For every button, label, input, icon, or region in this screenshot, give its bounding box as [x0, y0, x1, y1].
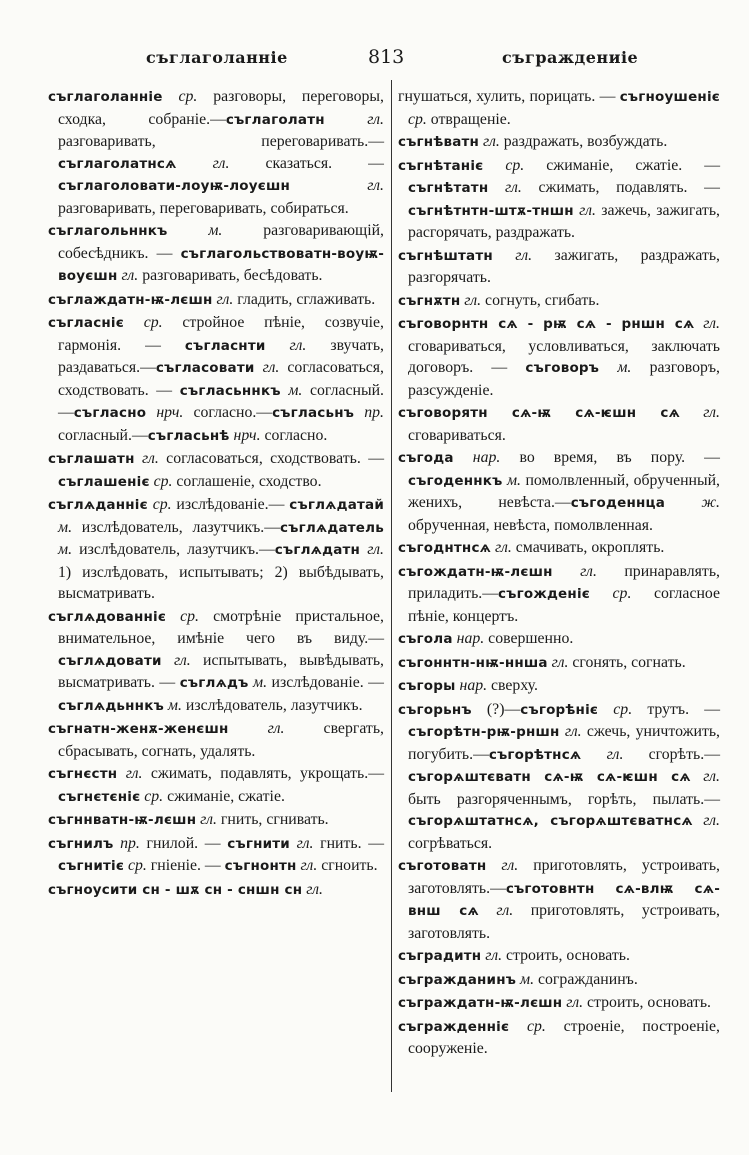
- grammar-label: ср.: [509, 1017, 546, 1035]
- grammar-label: нрч.: [229, 426, 261, 444]
- dictionary-entry: [48, 312, 384, 447]
- grammar-label: гл.: [134, 450, 159, 467]
- dictionary-entry: [398, 537, 720, 560]
- definition-text: сгноить.: [317, 857, 378, 874]
- definition-text: гнить. —: [313, 834, 385, 852]
- headword: съглѧдатн: [274, 542, 361, 558]
- grammar-label: гл.: [559, 723, 582, 740]
- dictionary-entry: [398, 131, 720, 154]
- definition-text: изслѣдованіе. —: [267, 674, 384, 691]
- definition-text: разговаривающій, собесѣдникъ. —: [58, 222, 384, 262]
- definition-text: свергать, сбрасывать, согнать, удалять.: [58, 720, 384, 760]
- headword: съглагольннкъ: [48, 223, 168, 239]
- definition-text: разговаривать, переговаривать.—: [58, 133, 384, 150]
- headword: съгоры: [398, 678, 456, 694]
- dictionary-entry: [48, 606, 384, 718]
- dictionary-entry: [398, 402, 720, 446]
- grammar-label: гл.: [690, 768, 720, 785]
- dictionary-entry: [398, 628, 720, 651]
- headword: съглѧданніє: [48, 497, 148, 513]
- dictionary-entry: [398, 313, 720, 401]
- grammar-label: гл.: [324, 110, 384, 128]
- definition-text: сгонять, согнать.: [568, 653, 686, 671]
- definition-text: сжечь, уничтожить, погубить.—: [408, 723, 720, 763]
- headword: съгражденніє: [398, 1018, 510, 1035]
- dictionary-entry: [398, 447, 720, 536]
- grammar-label: гл.: [302, 880, 323, 898]
- definition-text: приготовлять, устроивать, заготовлять.—: [408, 857, 720, 897]
- headword: съглаголатн: [225, 111, 325, 128]
- definition-text: согласный.—: [58, 426, 148, 444]
- grammar-label: гл.: [289, 834, 314, 852]
- grammar-label: гл.: [562, 994, 584, 1011]
- grammar-label: м.: [58, 541, 73, 558]
- headword: съгорѣтн-рѭ-рншн: [408, 724, 560, 740]
- grammar-label: ср.: [162, 88, 198, 105]
- headword: съгорѧштєватн сѧ-ѭ сѧ-ѥшн сѧ: [408, 769, 691, 785]
- definition-text: совершенно.: [484, 630, 574, 647]
- definition-text: согласный.—: [58, 381, 384, 421]
- headword: съгнатн-женѫ-женєшн: [48, 721, 229, 737]
- headword: съготоватн: [398, 858, 487, 874]
- grammar-label: нрч.: [146, 404, 184, 421]
- headword: съгноушеніє: [619, 89, 720, 105]
- definition-text: (?)—: [471, 700, 521, 718]
- dictionary-entry: [48, 718, 384, 762]
- definition-text: во время, въ пору. —: [500, 449, 720, 466]
- dictionary-entry: [398, 86, 720, 130]
- headword: съгнєтєніє: [58, 788, 141, 805]
- dictionary-entry: [48, 448, 384, 493]
- grammar-label: м.: [248, 674, 268, 691]
- grammar-label: гл.: [481, 947, 503, 964]
- dictionary-entry: [398, 290, 720, 313]
- headword: съгласовати: [155, 360, 255, 376]
- grammar-label: гл.: [296, 857, 318, 874]
- definition-text: сгорѣть.—: [623, 745, 720, 763]
- headword: съгнонтн: [224, 858, 297, 874]
- running-head-left: съглаголанніе: [146, 48, 288, 67]
- definition-text: строить, основать.: [502, 947, 630, 964]
- grammar-label: гл.: [492, 246, 533, 264]
- dictionary-entry: [398, 992, 720, 1015]
- definition-text: разговаривать, переговаривать, собираться.: [58, 199, 349, 217]
- definition-text: 1) изслѣдовать, испытывать; 2) выбѣдывать, высматривать.: [58, 563, 384, 602]
- dictionary-entry: [48, 833, 384, 878]
- definition-text: согласно.—: [183, 404, 273, 421]
- headword: съгражданинъ: [398, 971, 517, 988]
- definition-text: строеніе, построеніе, сооруженіе.: [408, 1017, 721, 1057]
- definition-text: отвращеніе.: [426, 110, 511, 128]
- column-divider: [391, 80, 392, 1092]
- dictionary-entry: [398, 945, 720, 968]
- headword: съгоднтнсѧ: [398, 540, 492, 556]
- headword: съграждатн-ѭ-лєшн: [398, 995, 563, 1011]
- grammar-label: гл.: [692, 812, 720, 829]
- headword: съгннватн-ѭ-лєшн: [48, 812, 197, 828]
- headword: съговорнтн сѧ - рѭ сѧ - рншн сѧ: [398, 316, 695, 332]
- grammar-label: нар.: [452, 630, 485, 647]
- grammar-label: гл.: [360, 541, 384, 558]
- definition-text: зажигать, раздражать, разгорячать.: [408, 246, 720, 286]
- definition-text: сказаться. —: [229, 154, 384, 172]
- grammar-label: гл.: [486, 857, 519, 874]
- headword: съгожденіє: [498, 586, 590, 602]
- definition-text: обрученная, невѣста, помолвленная.: [408, 516, 653, 534]
- headword: съглаждатн-ѭ-лєшн: [48, 291, 213, 308]
- grammar-label: ср.: [140, 787, 164, 805]
- grammar-label: нар.: [455, 677, 488, 694]
- definition-text: смачивать, окроплять.: [511, 539, 665, 556]
- definition-text: разговоръ, разсужденіе.: [408, 359, 720, 399]
- definition-text: звучать, раздаваться.—: [58, 336, 384, 376]
- definition-text: стройное пѣніе, созвучіе, гармонія. —: [58, 314, 385, 354]
- grammar-label: гл.: [488, 179, 522, 196]
- definition-text: сжиманіе, сжатіе. —: [524, 156, 720, 174]
- dictionary-entry: [398, 969, 720, 992]
- grammar-label: гл.: [265, 336, 307, 354]
- headword: съгнѣватн: [398, 134, 480, 150]
- headword: съгласьнѣ: [147, 427, 230, 444]
- headword: съглѧдъ: [179, 675, 249, 691]
- headword: съгнѣтатн: [408, 180, 489, 196]
- definition-text: изслѣдователь, лазутчикъ.: [181, 696, 363, 714]
- definition-text: согласно.: [260, 426, 328, 444]
- definition-text: зажечь, зажигать, расгорячать, раздражать.: [408, 201, 720, 241]
- dictionary-entry: [48, 86, 384, 219]
- dictionary-entry: [48, 809, 384, 832]
- headword: съгласнти: [184, 337, 266, 354]
- grammar-label: гл.: [117, 267, 139, 284]
- headword: съглаголатнсѧ: [58, 155, 177, 172]
- grammar-label: пр.: [113, 834, 140, 852]
- headword: съгода: [398, 450, 454, 466]
- headword: съглѧдатай: [289, 497, 384, 513]
- grammar-label: гл.: [228, 720, 285, 737]
- grammar-label: ср.: [124, 857, 147, 874]
- headword: съгождатн-ѭ-лєшн: [398, 563, 553, 580]
- grammar-label: пр.: [354, 404, 384, 421]
- headword: съглѧдованніє: [48, 608, 167, 625]
- headword: съгласьннкъ: [179, 382, 281, 399]
- definition-text: быть разгоряченнымъ, горѣть, пылать.—: [408, 790, 720, 808]
- headword: съговоръ: [525, 360, 600, 376]
- headword: съглашатн: [48, 451, 135, 467]
- definition-text: сверху.: [487, 677, 538, 694]
- headword: съгнѣштатн: [398, 247, 493, 264]
- definition-text: трутъ. —: [632, 700, 721, 718]
- headword: съгорьнъ: [398, 701, 472, 718]
- definition-text: согрѣваться.: [408, 834, 493, 852]
- definition-text: согласоваться, сходствовать. —: [158, 450, 384, 467]
- grammar-label: ср.: [166, 607, 200, 625]
- headword: съгнилъ: [48, 835, 114, 852]
- definition-text: сжиманіе, сжатіе.: [163, 787, 285, 805]
- grammar-label: гл.: [573, 201, 596, 219]
- definition-text: помолвленный, обрученный, женихъ, невѣста.—: [408, 471, 721, 511]
- grammar-label: гл.: [478, 902, 514, 919]
- headword: съгнѫтн: [398, 292, 461, 309]
- definition-text: изслѣдователь, лазутчикъ.—: [72, 541, 275, 558]
- grammar-label: ср.: [598, 700, 633, 718]
- headword: съгнѣтнтн-штѫ-тншн: [408, 202, 574, 219]
- definition-text: приготовлять, устроивать, заготовлять.: [408, 902, 721, 942]
- definition-text: смотрѣніе пристальное, внимательное, имѣніе чего въ виду.—: [58, 607, 384, 647]
- headword: съгнѣтаніє: [398, 157, 484, 174]
- grammar-label: м.: [280, 381, 303, 399]
- definition-text: раздражать, возбуждать.: [499, 133, 668, 150]
- headword: съгоденнкъ: [408, 472, 503, 489]
- dictionary-entry: [398, 1016, 720, 1060]
- dictionary-entry: [48, 879, 384, 902]
- headword: съглѧдовати: [58, 652, 162, 669]
- grammar-label: гл.: [290, 177, 384, 194]
- dictionary-entry: [398, 155, 720, 244]
- headword: съгласьнъ: [272, 405, 355, 421]
- grammar-label: м.: [58, 518, 73, 536]
- definition-text: сжимать, подавлять. —: [521, 179, 720, 196]
- definition-text: разговаривать, бесѣдовать.: [138, 267, 323, 284]
- page-header: [50, 46, 715, 74]
- headword: съгнитіє: [58, 858, 125, 874]
- headword: съгорѧштатнсѧ, съгорѧштєватнсѧ: [408, 813, 693, 829]
- grammar-label: гл.: [254, 359, 280, 376]
- definition-text: изслѣдователь, лазутчикъ.—: [72, 518, 281, 536]
- definition-text: изслѣдованіе.—: [171, 496, 290, 513]
- definition-text: гладить, сглаживать.: [233, 290, 376, 308]
- headword: съгласно: [73, 405, 147, 421]
- dictionary-entry: [48, 289, 384, 312]
- dictionary-entry: [398, 245, 720, 289]
- grammar-label: гл.: [460, 291, 482, 309]
- grammar-label: ср.: [147, 496, 172, 513]
- grammar-label: ср.: [149, 472, 173, 490]
- definition-text: гнить, сгнивать.: [216, 811, 329, 828]
- page-number: 813: [368, 46, 405, 68]
- dictionary-entry: [398, 855, 720, 944]
- grammar-label: м.: [599, 359, 632, 376]
- grammar-label: м.: [516, 970, 535, 988]
- headword: съглашеніє: [58, 473, 150, 490]
- headword: съглаголанніе: [48, 89, 163, 105]
- definition-text: согласоваться, сходствовать. —: [58, 359, 384, 399]
- headword: съглаголовати-лоуѭ-лоуєшн: [58, 178, 291, 194]
- definition-text: строить, основать.: [583, 994, 711, 1011]
- grammar-label: ср.: [483, 156, 525, 174]
- right-column: [398, 86, 720, 1061]
- headword: съговорятн сѧ-ѭ сѧ-ѥшн сѧ: [398, 405, 681, 421]
- definition-text: согражданинъ.: [534, 970, 638, 988]
- grammar-label: ср.: [408, 110, 427, 128]
- dictionary-entry: [398, 561, 720, 628]
- headword: съгола: [398, 631, 453, 647]
- grammar-label: гл.: [117, 765, 143, 782]
- definition-text: разговоры, переговоры, сходка, собраніе.—: [58, 88, 384, 128]
- headword: съгоннтн-нѭ-ннша: [398, 654, 548, 671]
- dictionary-entry: [48, 494, 384, 605]
- definition-text: испытывать, вывѣдывать, высматривать. —: [58, 651, 384, 691]
- headword: съгноусити сн - шѫ сн - сншн сн: [48, 881, 303, 898]
- headword: съглѧдатель: [280, 519, 384, 536]
- grammar-label: гл.: [196, 811, 217, 828]
- grammar-label: гл.: [161, 651, 191, 669]
- definition-text: согласное пѣніе, концертъ.: [408, 585, 721, 625]
- grammar-label: гл.: [479, 133, 500, 150]
- grammar-label: ср.: [589, 585, 632, 602]
- definition-text: принаравлять, приладить.—: [408, 562, 720, 602]
- running-head-right: съграждениіе: [502, 48, 639, 67]
- dictionary-entry: [398, 652, 720, 675]
- definition-text: сговариваться, условливаться, заключать договоръ. —: [408, 337, 720, 376]
- definition-text: согнуть, сгибать.: [481, 291, 600, 309]
- grammar-label: гл.: [547, 653, 569, 671]
- grammar-label: гл.: [176, 154, 230, 172]
- headword: съготовнтн сѧ-влѭ сѧ-внш сѧ: [408, 880, 720, 919]
- dictionary-entry: [48, 763, 384, 808]
- headword: съглѧдьннкъ: [58, 697, 164, 714]
- grammar-label: ср.: [123, 314, 163, 331]
- grammar-label: гл.: [552, 562, 597, 580]
- definition-text: сжимать, подавлять, укрощать.—: [142, 765, 384, 782]
- grammar-label: м.: [502, 471, 521, 489]
- dictionary-entry: [398, 675, 720, 698]
- headword: съградитн: [398, 948, 482, 964]
- grammar-label: гл.: [581, 745, 624, 763]
- dictionary-entry: [48, 220, 384, 288]
- grammar-label: м.: [163, 696, 182, 714]
- grammar-label: гл.: [212, 290, 234, 308]
- grammar-label: нар.: [453, 449, 501, 466]
- headword: съгнити: [227, 835, 290, 852]
- grammar-label: м.: [167, 222, 223, 239]
- grammar-label: гл.: [680, 404, 720, 421]
- definition-text: гніеніе. —: [146, 857, 225, 874]
- definition-text: сговариваться.: [408, 426, 506, 444]
- left-column: [48, 86, 384, 902]
- headword: съгорѣтнсѧ: [488, 746, 582, 763]
- definition-text: гнушаться, хулить, порицать. —: [398, 88, 620, 105]
- headword: съглагольствоватн-воуѭ-воуєшн: [58, 245, 384, 284]
- definition-text: соглашеніе, сходство.: [172, 472, 322, 490]
- grammar-label: гл.: [491, 539, 512, 556]
- headword: съгласніє: [48, 315, 124, 331]
- headword: съгорѣніє: [520, 701, 599, 718]
- definition-text: гнилой. —: [139, 834, 228, 852]
- dictionary-entry: [398, 699, 720, 855]
- headword: съгоденнца: [570, 495, 666, 511]
- grammar-label: гл.: [694, 315, 720, 332]
- headword: съгнєстн: [48, 766, 118, 782]
- grammar-label: ж.: [665, 494, 721, 511]
